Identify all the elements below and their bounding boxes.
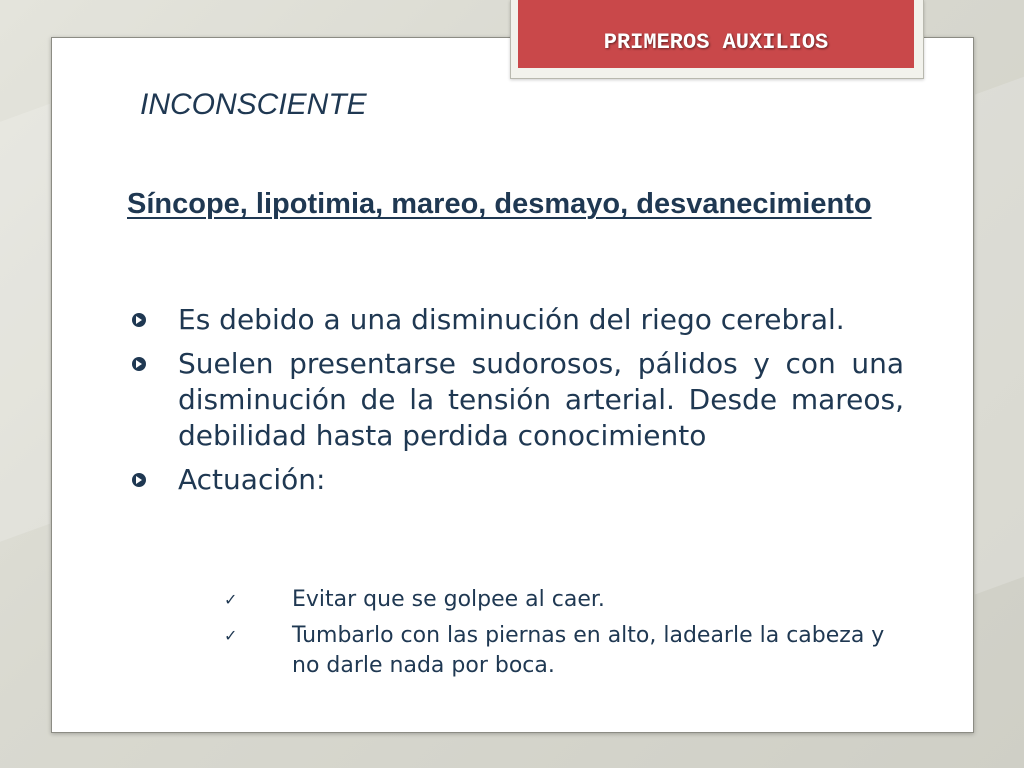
sub-bullet-text: Evitar que se golpee al caer. — [292, 587, 605, 612]
circle-play-bullet-icon — [132, 357, 146, 371]
slide-title: INCONSCIENTE — [140, 88, 367, 121]
list-item — [130, 462, 904, 498]
background-facet — [975, 65, 1024, 594]
circle-play-bullet-icon — [132, 473, 146, 487]
slide-subtitle: Síncope, lipotimia, mareo, desmayo, desvanecimiento — [127, 188, 872, 220]
bullet-text: Actuación: — [178, 463, 326, 496]
list-item — [130, 346, 904, 454]
background-facet — [0, 104, 50, 557]
list-item — [130, 302, 904, 338]
checkmark-icon: ✓ — [224, 626, 238, 645]
header-tab-label: PRIMEROS AUXILIOS — [603, 30, 829, 55]
bullet-text: Es debido a una disminución del riego cerebral. — [178, 303, 845, 336]
bullet-list — [130, 302, 904, 506]
sub-bullet-text: Tumbarlo con las piernas en alto, ladearle la cabeza y no darle nada por boca. — [292, 623, 885, 678]
list-item — [222, 585, 912, 615]
checkmark-icon: ✓ — [224, 590, 238, 609]
circle-play-bullet-icon — [132, 313, 146, 327]
bullet-text: Suelen presentarse sudorosos, pálidos y con una disminución de la tensión arterial. Desde mareos, debilidad hasta perdida conocimiento — [178, 347, 904, 452]
list-item — [222, 621, 912, 681]
sub-bullet-list — [222, 585, 912, 687]
